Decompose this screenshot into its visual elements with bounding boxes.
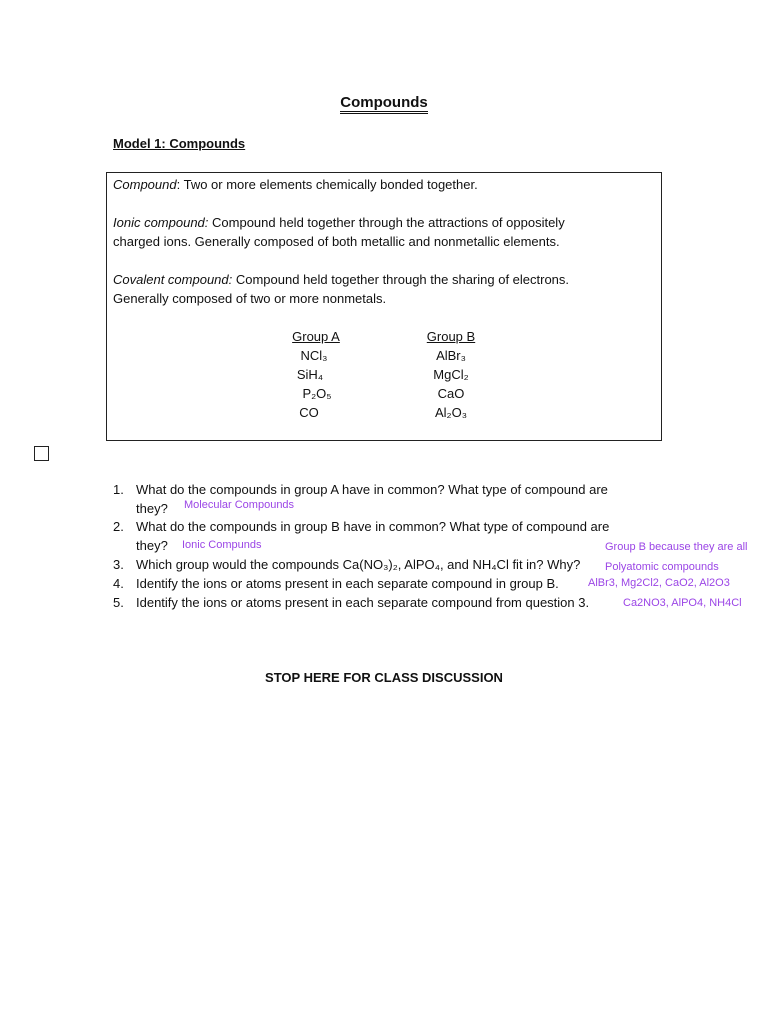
question-1: 1. What do the compounds in group A have in common? What type of compound are they? [113,482,608,516]
compound-term: Compound [113,177,177,192]
group-a-item: NCl₃ [300,348,328,363]
covalent-definition: Covalent compound: Compound held together through the sharing of electrons. Generally composed of two or more nonmetals. [113,272,570,306]
answer-5: Ca2NO3, AlPO4, NH4Cl [623,597,742,609]
answer-2: Ionic Compunds [182,539,262,551]
group-a-item: SiH₄ [296,367,324,382]
answer-4: AlBr3, Mg2Cl2, CaO2, Al2O3 [588,577,730,589]
checkbox[interactable] [34,446,49,461]
question-3: 3. Which group would the compounds Ca(NO₃)₂, AlPO₄, and NH₄Cl fit in? Why? [113,557,581,572]
group-b-item: AlBr₃ [436,348,466,363]
answer-3-line-2: Polyatomic compounds [605,561,719,573]
group-b-header: Group B [426,329,476,344]
group-a-header: Group A [292,329,340,344]
group-b-item: MgCl₂ [433,367,469,382]
question-5: 5. Identify the ions or atoms present in each separate compound from question 3. [113,595,590,610]
group-b-item: CaO [437,386,465,401]
ionic-definition: Ionic compound: Compound held together through the attractions of oppositely charged ions. Generally composed of both metallic and nonmetallic elements. [113,215,565,249]
group-b-item: Al₂O₃ [434,405,467,420]
compound-definition: Compound: Two or more elements chemically bonded together. [113,177,478,192]
answer-3-line-1: Group B because they are all [605,541,748,553]
model-heading: Model 1: Compounds [113,136,246,151]
ionic-term: Ionic compound: [113,215,209,230]
question-4: 4. Identify the ions or atoms present in each separate compound in group B. [113,576,559,591]
stop-notice: STOP HERE FOR CLASS DISCUSSION [265,670,503,685]
group-a-item: CO [299,405,319,420]
covalent-term: Covalent compound: [113,272,233,287]
group-a-item: P₂O₅ [302,386,332,401]
question-2: 2. What do the compounds in group B have in common? What type of compound are they? [113,519,610,553]
answer-1: Molecular Compounds [184,499,295,511]
page-title: Compounds [0,94,768,114]
